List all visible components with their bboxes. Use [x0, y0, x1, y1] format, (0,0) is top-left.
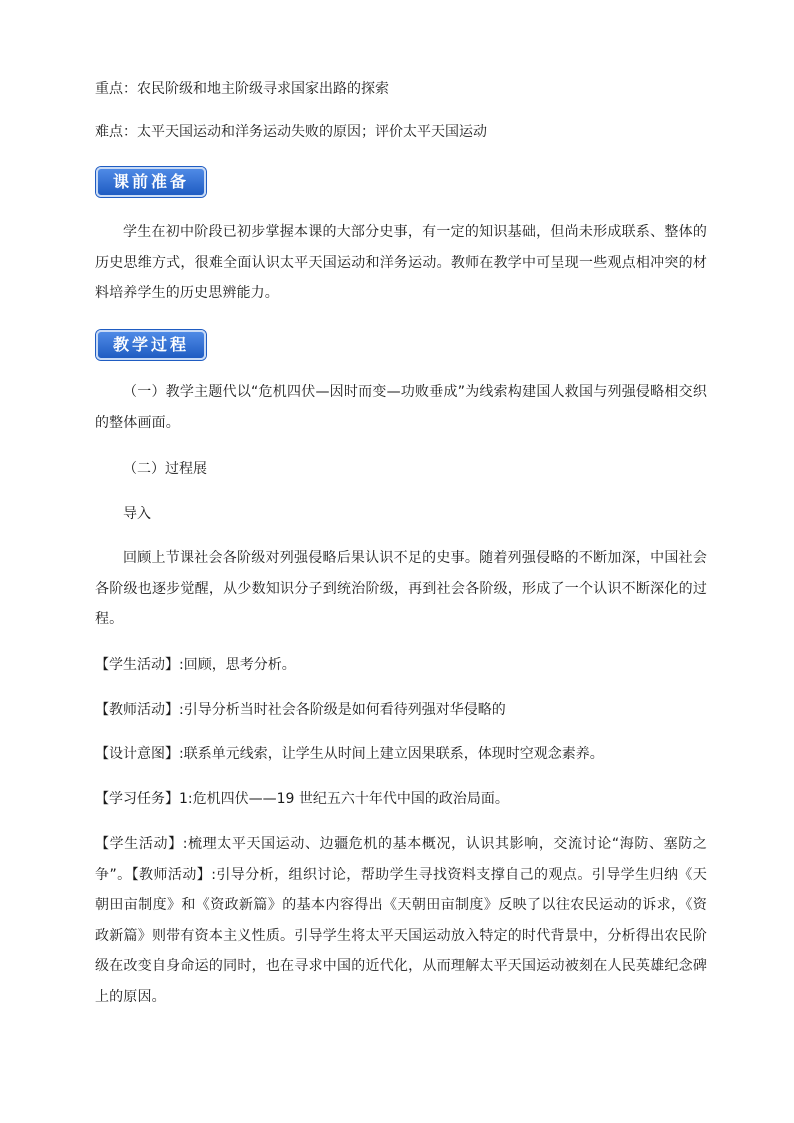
process-subheading: （二）过程展 — [123, 461, 207, 477]
preparation-paragraph: 学生在初中阶段已初步掌握本课的大部分史事，有一定的知识基础，但尚未形成联系、整体的历史思维方式，很难全面认识太平天国运动和洋务运动。教师在教学中可呈现一些观点相冲突的材料培养学生的历史思辨能力。 — [95, 224, 707, 301]
review-paragraph: 回顾上节课社会各阶级对列强侵略后果认识不足的史事。随着列强侵略的不断加深，中国社会各阶级也逐步觉醒，从少数知识分子到统治阶级，再到社会各阶级，形成了一个认识不断深化的过程。 — [95, 550, 707, 627]
learning-task-1: 【学习任务】1:危机四伏——19 世纪五六十年代中国的政治局面。 — [95, 791, 509, 807]
lead-in-heading: 导入 — [123, 506, 151, 522]
difficult-point-text: 难点：太平天国运动和洋务运动失败的原因；评价太平天国运动 — [95, 124, 487, 140]
student-teacher-activity-2: 【学生活动】:梳理太平天国运动、边疆危机的基本概况，认识其影响，交流讨论“海防、塞防之争”。【教师活动】:引导分析，组织讨论，帮助学生寻找资料支撑自己的观点。引导学生归纳《天朝田亩制度》和《资政新篇》的基本内容得出《天朝田亩制度》反映了以往农民运动的诉求，《资政新篇》则带有资本主义性质。引导学生将太平天国运动放入特定的时代背景中，分析得出农民阶级在改变自身命运的同时，也在寻求中国的近代化，从而理解太平天国运动被刻在人民英雄纪念碑上的原因。 — [95, 836, 707, 1005]
student-activity-1: 【学生活动】:回顾，思考分析。 — [95, 657, 296, 673]
design-intent: 【设计意图】:联系单元线索，让学生从时间上建立因果联系，体现时空观念素养。 — [95, 746, 604, 762]
process-heading-badge: 教学过程 — [96, 330, 206, 360]
key-point-text: 重点：农民阶级和地主阶级寻求国家出路的探索 — [95, 81, 389, 97]
process-intro-paragraph: （一）教学主题代以“危机四伏—因时而变—功败垂成”为线索构建国人救国与列强侵略相交织的整体画面。 — [95, 384, 707, 431]
preparation-heading-badge: 课前准备 — [96, 167, 206, 197]
teacher-activity-1: 【教师活动】:引导分析当时社会各阶级是如何看待列强对华侵略的 — [95, 702, 506, 718]
